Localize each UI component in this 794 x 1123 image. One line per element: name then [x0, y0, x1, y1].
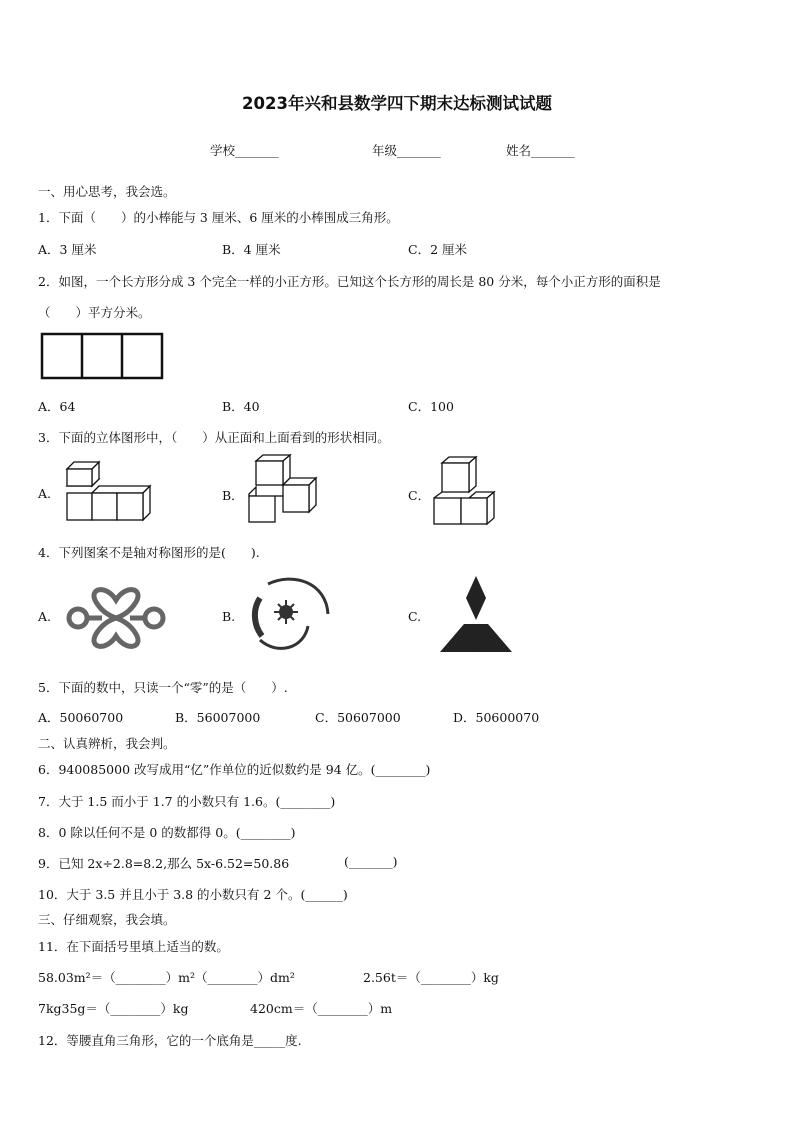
section-1-heading: 一、用心思考，我会选。: [38, 184, 176, 199]
grade-field: 年级_______: [372, 143, 441, 158]
q11-line2-right: 420cm＝（________）m: [250, 1001, 393, 1016]
q2-option-a: A．64: [38, 399, 76, 414]
q4-stem: 4．下列图案不是轴对称图形的是( ).: [38, 545, 260, 560]
q11-line2-left: 7kg35g＝（________）kg: [38, 1001, 189, 1016]
school-field: 学校_______: [210, 143, 279, 158]
q3-option-c: C．: [408, 488, 431, 503]
q10: 10．大于 3.5 并且小于 3.8 的小数只有 2 个。(______): [38, 887, 348, 902]
q9-text: 9．已知 2x÷2.8=8.2,那么 5x-6.52=50.86: [38, 856, 290, 871]
q5-stem: 5．下面的数中，只读一个“零”的是（ ）.: [38, 680, 288, 695]
q1-stem: 1．下面（ ）的小棒能与 3 厘米、6 厘米的小棒围成三角形。: [38, 210, 399, 225]
three-squares-figure: [41, 333, 163, 379]
q5-option-a: A．50060700: [38, 710, 124, 725]
q11-line1-right: 2.56t＝（________）kg: [363, 970, 499, 985]
q8: 8．0 除以任何不是 0 的数都得 0。(________): [38, 825, 296, 840]
q1-option-c: C．2 厘米: [408, 242, 467, 257]
q9-blank: (_______): [344, 854, 398, 869]
q2-stem-line2: （ ）平方分米。: [38, 305, 151, 320]
name-field: 姓名_______: [506, 143, 575, 158]
q5-option-b: B．56007000: [175, 710, 261, 725]
section-3-heading: 三、仔细观察，我会填。: [38, 912, 176, 927]
q5-option-d: D．50600070: [453, 710, 540, 725]
page-title: 2023年兴和县数学四下期末达标测试试题: [242, 94, 552, 113]
q2-option-c: C．100: [408, 399, 454, 414]
q4-option-a: A.: [38, 609, 52, 624]
three-diamond-logo-icon: [438, 574, 514, 654]
q2-option-b: B．40: [222, 399, 260, 414]
q6: 6．940085000 改写成用“亿”作单位的近似数约是 94 亿。(________): [38, 762, 431, 777]
q4-option-b: B.: [222, 609, 236, 624]
q12: 12．等腰直角三角形，它的一个底角是_____度.: [38, 1033, 302, 1048]
q7: 7．大于 1.5 而小于 1.7 的小数只有 1.6。(________): [38, 794, 336, 809]
q3-stem: 3．下面的立体图形中，（ ）从正面和上面看到的形状相同。: [38, 430, 390, 445]
sun-swirl-icon: [248, 574, 332, 658]
q3-option-b: B．: [222, 488, 244, 503]
q1-option-a: A．3 厘米: [38, 242, 97, 257]
cube-figure-c: [432, 456, 496, 526]
cube-figure-b: [248, 454, 318, 524]
chinese-knot-icon: [66, 580, 166, 654]
q3-option-a: A.: [38, 486, 52, 501]
q11-stem: 11．在下面括号里填上适当的数。: [38, 939, 229, 954]
q2-stem-line1: 2．如图，一个长方形分成 3 个完全一样的小正方形。已知这个长方形的周长是 80 分米，每个小正方形的面积是: [38, 274, 661, 289]
q5-option-c: C．50607000: [315, 710, 401, 725]
q11-line1-left: 58.03m²＝（________）m²（________）dm²: [38, 970, 295, 985]
q1-option-b: B．4 厘米: [222, 242, 281, 257]
cube-figure-a: [66, 460, 152, 522]
section-2-heading: 二、认真辨析，我会判。: [38, 736, 176, 751]
q4-option-c: C.: [408, 609, 422, 624]
